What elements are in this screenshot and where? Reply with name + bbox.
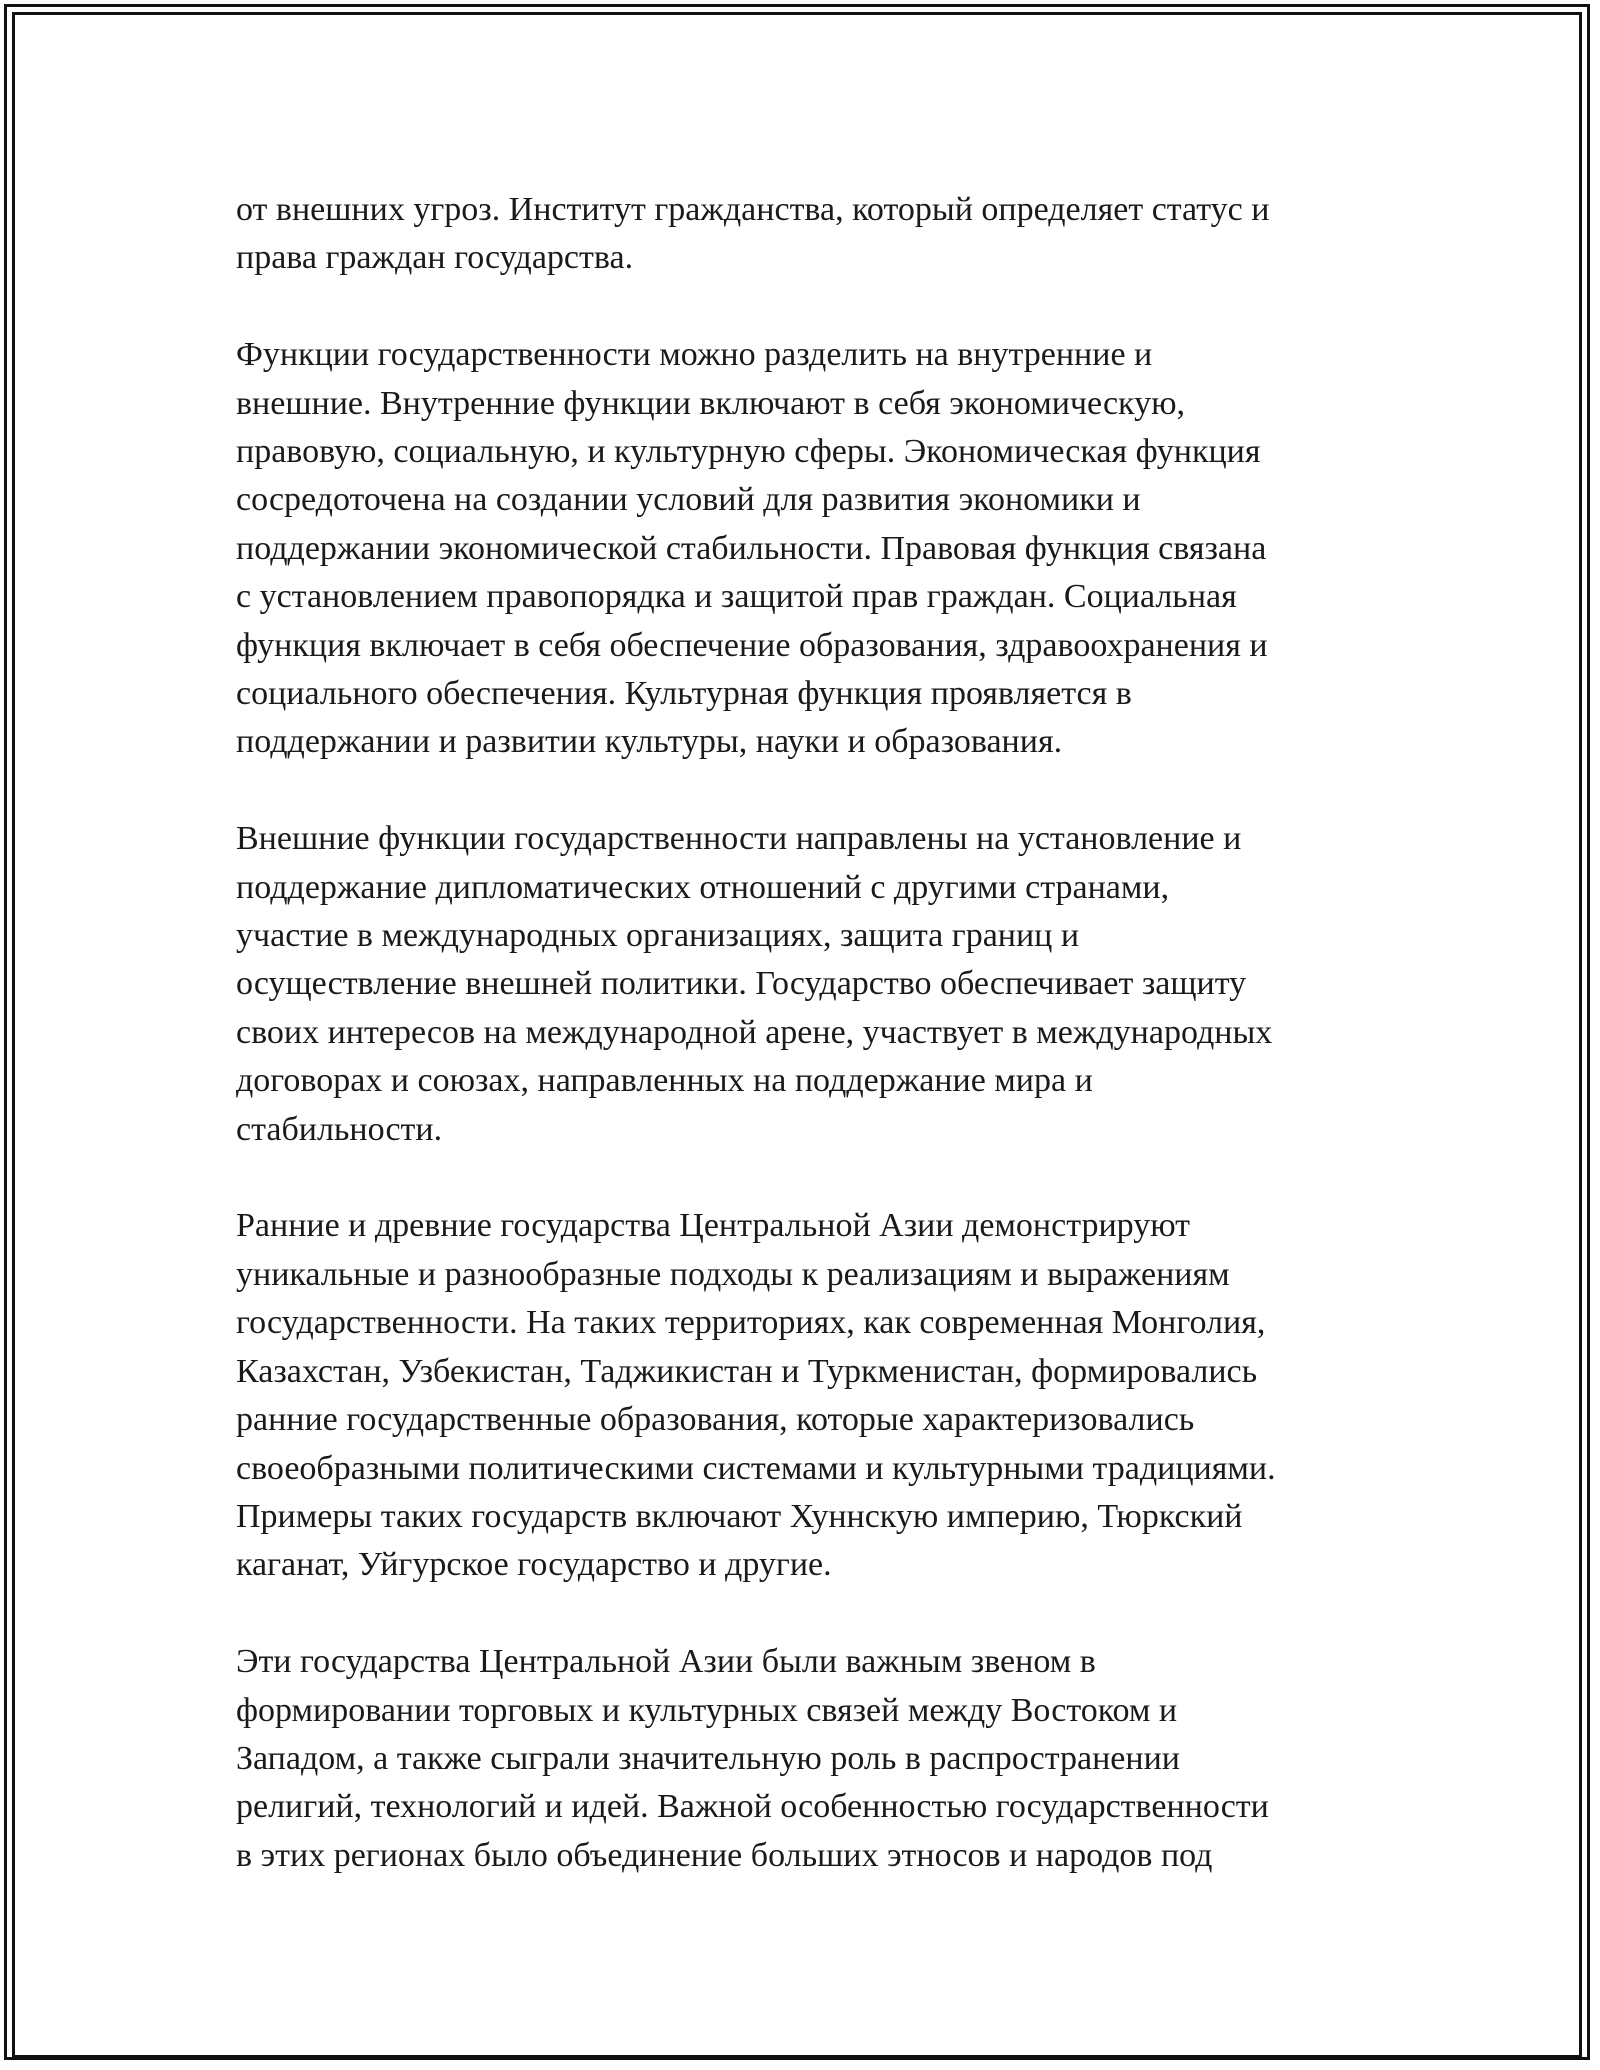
paragraph-internal-functions: Функции государственности можно разделить на внутренние и внешние. Внутренние функции включают в себя экономическую, правовую, социальную, и культурную сферы. Экономическая функция сосредоточена на создании условий для развития экономики и поддержании экономической стабильности. Правовая функция связана с установлением правопорядка и защитой прав граждан. Социальная функция включает в себя обеспечение образования, здравоохранения и социального обеспечения. Культурная функция проявляется в поддержании и развитии культуры, науки и образования.: [236, 336, 1268, 761]
paragraph-citizenship: от внешних угроз. Институт гражданства, который определяет статус и права граждан государства.: [236, 191, 1270, 277]
document-body: [236, 186, 1368, 1880]
paragraph-central-asia-states: Ранние и древние государства Центральной Азии демонстрируют уникальные и разнообразные подходы к реализациям и выражениям государственности. На таких территориях, как современная Монголия, Казахстан, Узбекистан, Таджикистан и Туркменистан, формировались ранние государственные образования, которые характеризовались своеобразными политическими системами и культурными традициями. Примеры таких государств включают Хуннскую империю, Тюркский каганат, Уйгурское государство и другие.: [236, 1207, 1276, 1584]
paragraph-trade-cultural-links: Эти государства Центральной Азии были важным звеном в формировании торговых и культурных связей между Востоком и Западом, а также сыграли значительную роль в распространении религий, технологий и идей. Важной особенностью государственности в этих регионах было объединение больших этносов и народов под: [236, 1643, 1269, 1874]
paragraph-external-functions: Внешние функции государственности направлены на установление и поддержание дипломатических отношений с другими странами, участие в международных организациях, защита границ и осуществление внешней политики. Государство обеспечивает защиту своих интересов на международной арене, участвует в международных договорах и союзах, направленных на поддержание мира и стабильности.: [236, 820, 1273, 1148]
